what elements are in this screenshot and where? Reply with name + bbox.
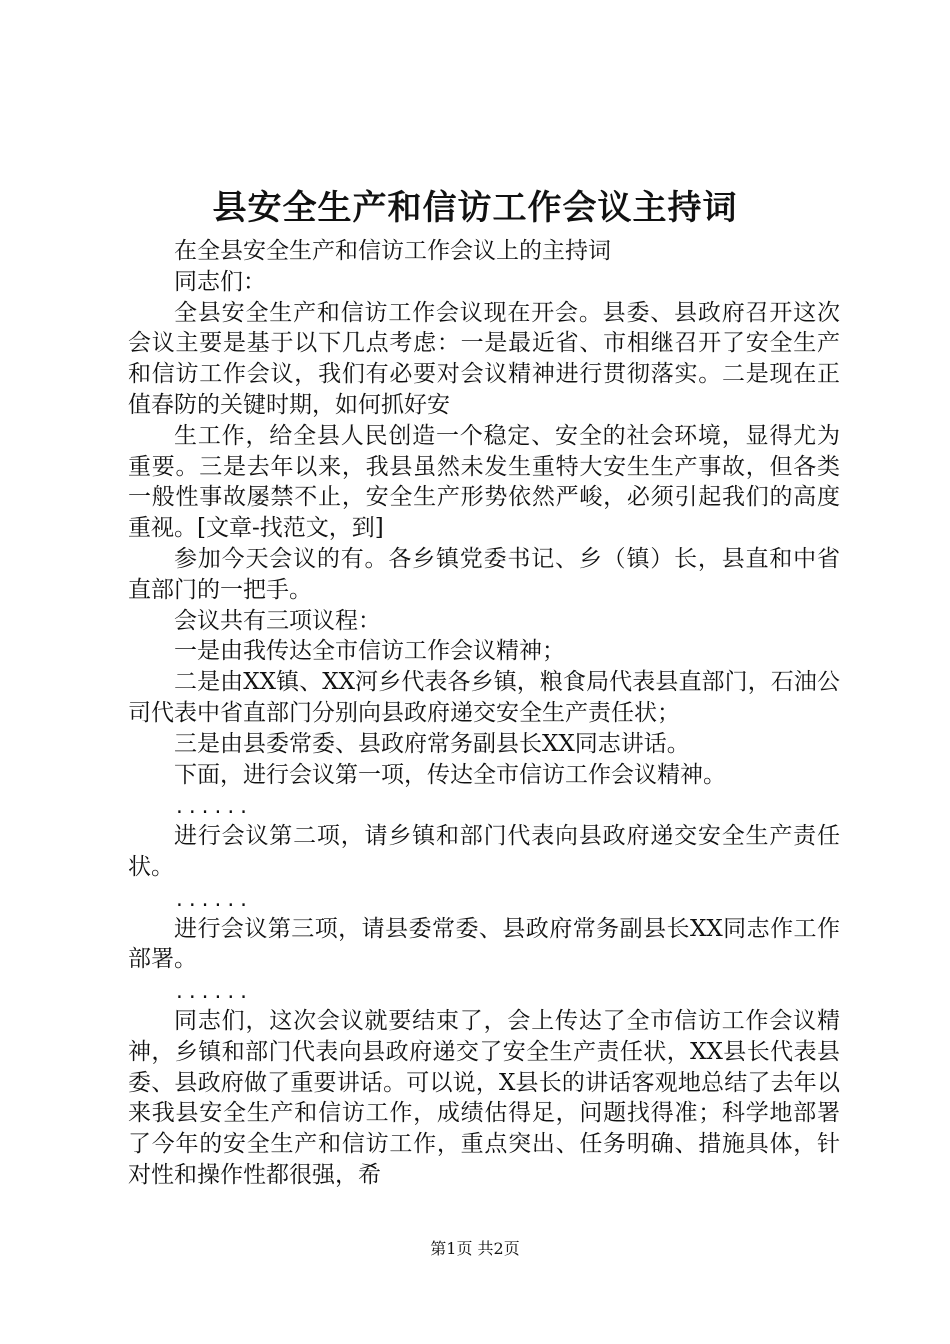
attendees-paragraph: 参加今天会议的有。各乡镇党委书记、乡（镇）长，县直和中省直部门的一把手。 xyxy=(128,545,840,603)
page-footer: 第1页 共2页 xyxy=(430,1239,520,1258)
item-three-paragraph: 进行会议第三项，请县委常委、县政府常务副县长XX同志作工作部署。 xyxy=(128,915,840,973)
closing-paragraph: 同志们，这次会议就要结束了，会上传达了全市信访工作会议精神，乡镇和部门代表向县政府递交了安全生产责任状，XX县长代表县委、县政府做了重要讲话。可以说，X县长的讲话客观地总结了去年以来我县安全生产和信访工作，成绩估得足，问题找得准；科学地部署了今年的安全生产和信访工作，重点突出、任务明确、措施具体，针对性和操作性都很强，希 xyxy=(128,1007,840,1188)
item-one-paragraph: 下面，进行会议第一项，传达全市信访工作会议精神。 xyxy=(174,761,726,788)
agenda-item-2: 二是由XX镇、XX河乡代表各乡镇，粮食局代表县直部门，石油公司代表中省直部门分别向县政府递交安全生产责任状； xyxy=(128,669,840,726)
opening-paragraph: 全县安全生产和信访工作会议现在开会。县委、县政府召开这次会议主要是基于以下几点考虑：一是最近省、市相继召开了安全生产和信访工作会议，我们有必要对会议精神进行贯彻落实。二是现在正值春防的关键时期，如何抓好安 xyxy=(128,299,840,418)
salutation: 同志们： xyxy=(174,268,266,295)
agenda-item-3: 三是由县委常委、县政府常务副县长XX同志讲话。 xyxy=(174,730,690,757)
agenda-item-1: 一是由我传达全市信访工作会议精神； xyxy=(174,638,565,665)
ellipsis-3: ...... xyxy=(174,982,252,1004)
ellipsis-2: ...... xyxy=(174,889,252,911)
context-paragraph: 生工作，给全县人民创造一个稳定、安全的社会环境，显得尤为重要。三是去年以来，我县虽然未发生重特大安生生产事故，但各类一般性事故屡禁不止，安全生产形势依然严峻，必须引起我们的高度重视。[文章-找范文，到] xyxy=(128,422,840,542)
item-two-paragraph: 进行会议第二项，请乡镇和部门代表向县政府递交安全生产责任状。 xyxy=(128,823,840,880)
subtitle-paragraph: 在全县安全生产和信访工作会议上的主持词 xyxy=(174,238,611,264)
document-body xyxy=(128,236,840,1191)
agenda-intro: 会议共有三项议程： xyxy=(174,607,381,634)
document-title: 县安全生产和信访工作会议主持词 xyxy=(212,188,738,228)
ellipsis-1: ...... xyxy=(174,797,252,819)
